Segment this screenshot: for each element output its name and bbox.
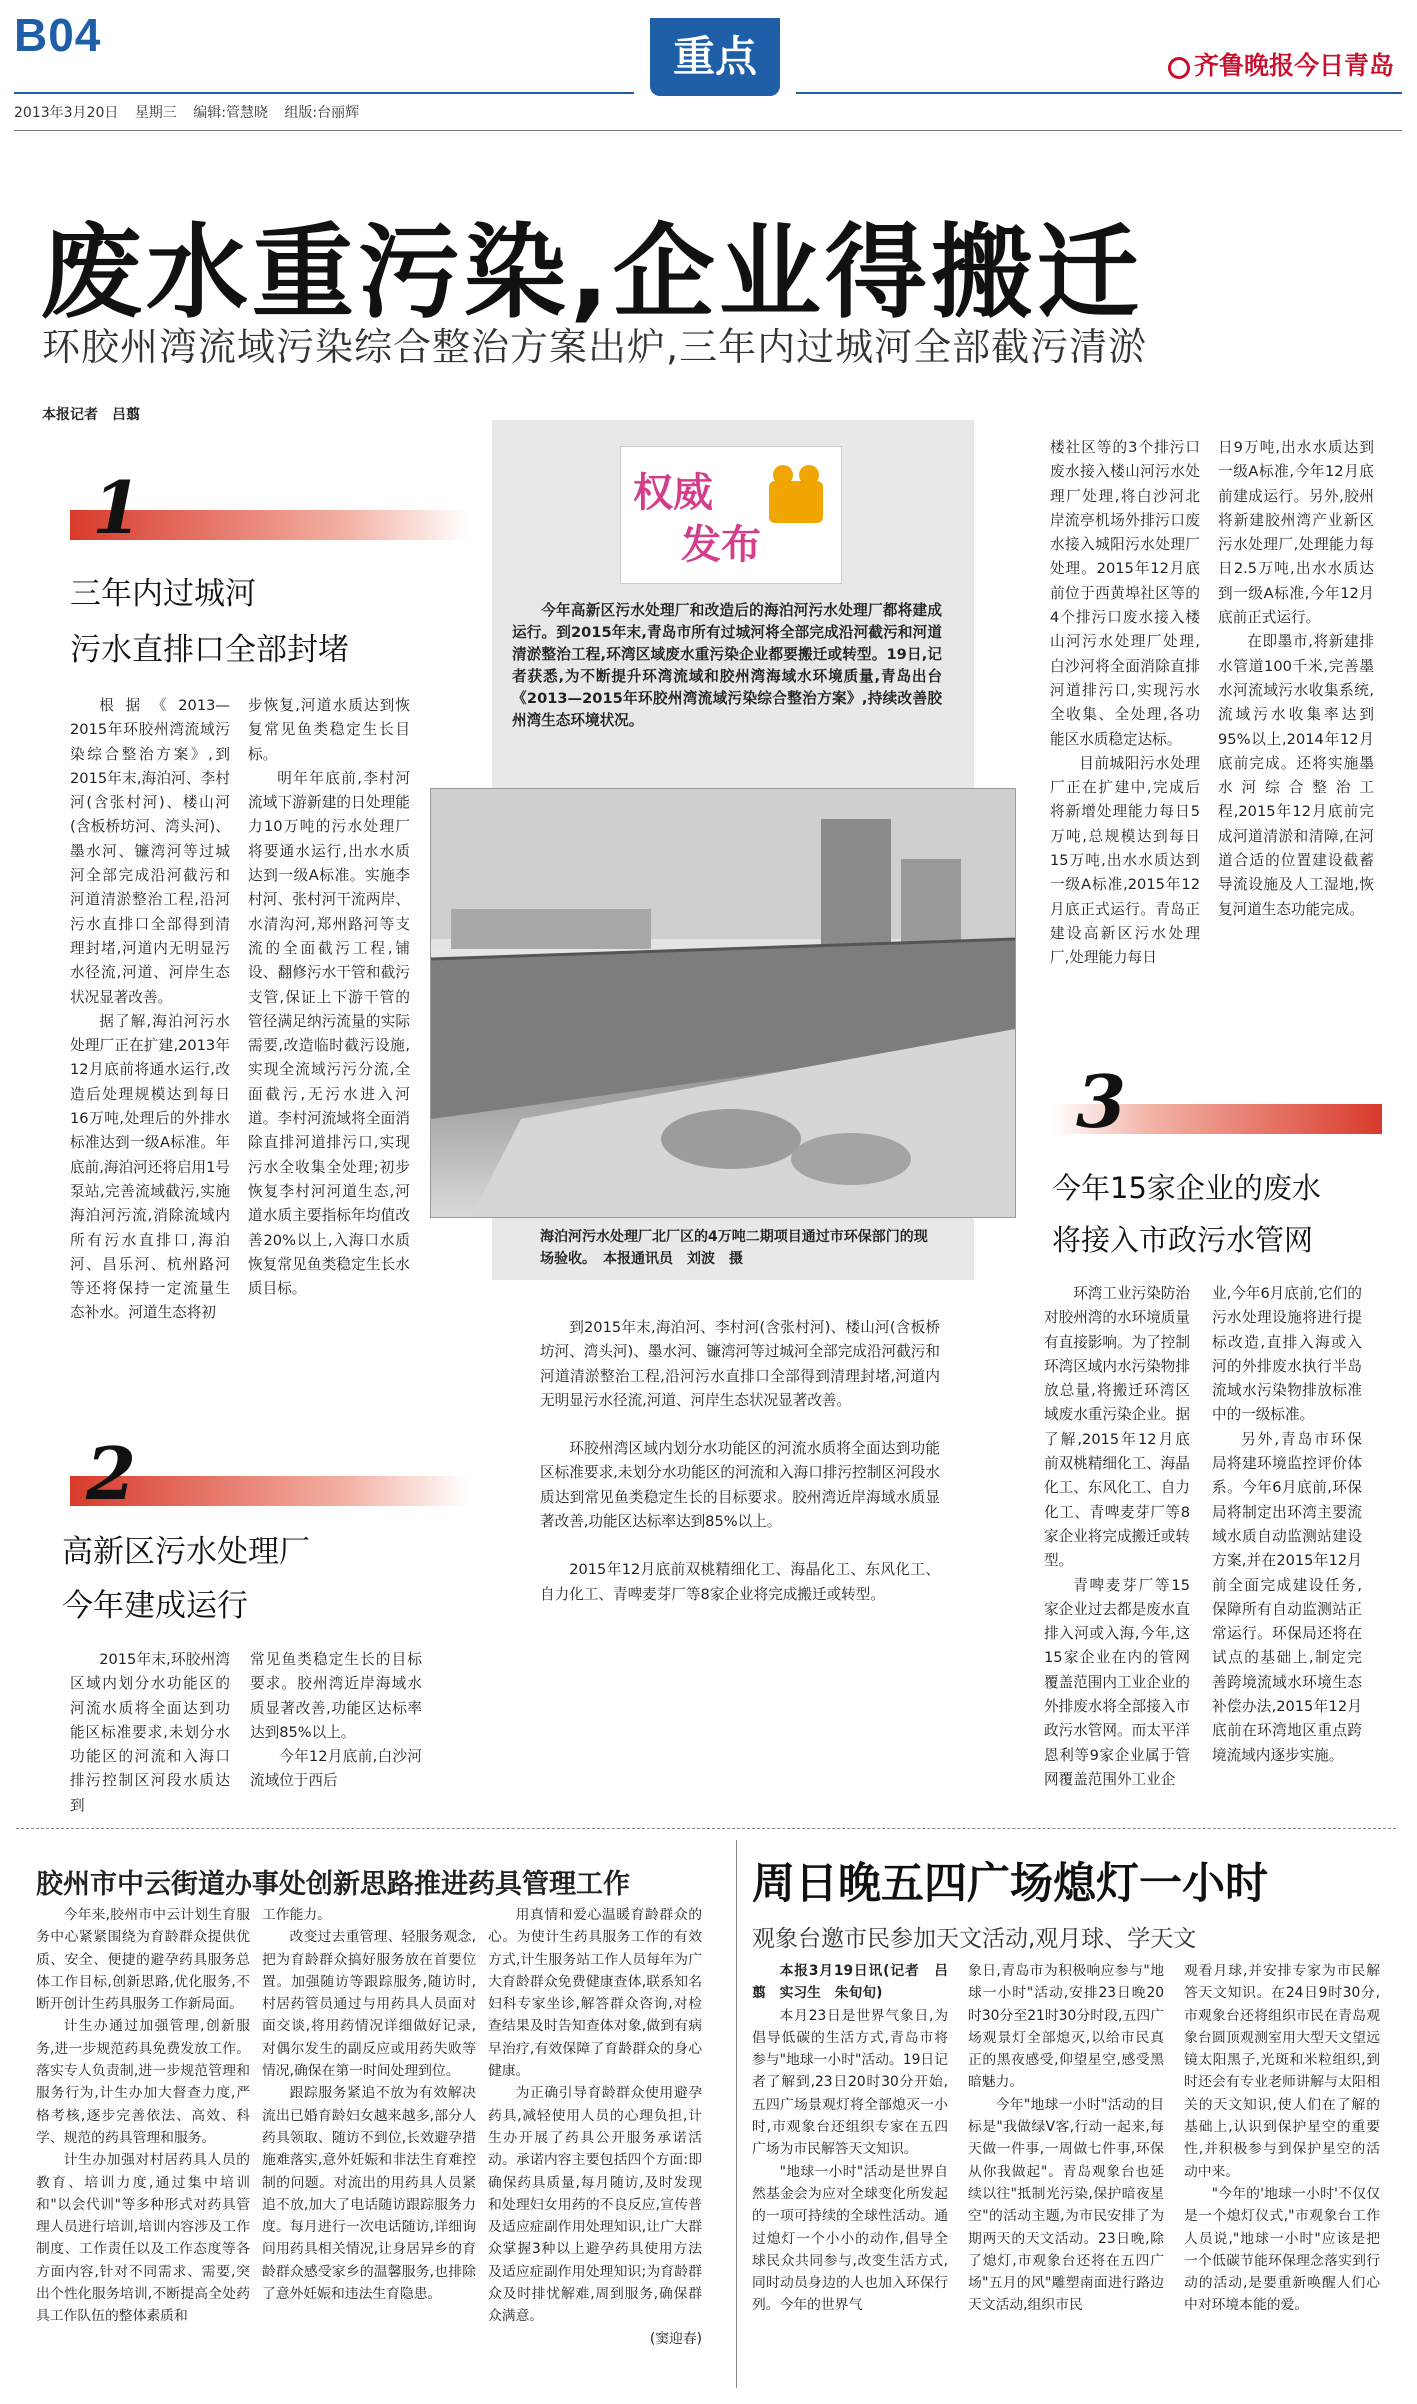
section2-title-line2: 今年建成运行 — [62, 1588, 248, 1624]
section1-number: 1 — [92, 465, 143, 550]
bottom-column-divider — [736, 1840, 737, 2388]
logo-text-line2: 发布 — [681, 522, 761, 568]
header-rule-left — [14, 92, 634, 94]
film-camera-icon — [769, 481, 823, 523]
section2-para-2: 常见鱼类稳定生长的目标要求。胶州湾近岸海域水质显著改善,功能区达标率达到85%以上。 — [250, 1651, 422, 1741]
issue-weekday: 星期三 — [134, 105, 177, 121]
center-body — [540, 1316, 940, 1607]
bottom-left-col-b — [262, 1904, 476, 2305]
logo-text-line1: 权威 — [633, 470, 713, 516]
page-code: B04 — [14, 9, 102, 61]
right-para-2: 目前城阳污水处理厂正在扩建中,完成后将新增处理能力每日5万吨,总规模达到每日15万吨,出水水质达到一级A标准,2015年12月底正式运行。青岛正建设高新区污水处理厂,处理能力每日 — [1050, 754, 1200, 967]
photo-building — [901, 859, 961, 949]
section3-para-3: 业,今年6月底前,它们的污水处理设施将进行提标改造,直排入海或入河的外排废水执行半岛流域水污染物排放标准中的一级标准。 — [1212, 1285, 1362, 1424]
right-para-3: 日9万吨,出水水质达到一级A标准,今年12月底前建成运行。另外,胶州将新建胶州湾产业新区污水处理厂,处理能力每日2.5万吨,出水水质达到一级A标准,今年12月底前正式运行。 — [1218, 439, 1374, 627]
section3-para-4: 另外,青岛市环保局将建环境监控评价体系。今年6月底前,环保局将制定出环湾主要流域水质自动监测站建设方案,并在2015年12月前全面完成建设任务,保障所有自动监测站正常运行。环保局还将在试点的基础上,制定完善跨境流域水环境生态补偿办法,2015年12月底前在环湾地区重点跨境流域内逐步实施。 — [1212, 1430, 1362, 1764]
top-frame-rule — [14, 130, 1402, 131]
section2-para-3: 今年12月底前,白沙河流域位于西后 — [250, 1748, 422, 1790]
photo-illustration — [431, 789, 1015, 1217]
center-para-3: 2015年12月底前双桃精细化工、海晶化工、东风化工、自力化工、青啤麦芽厂等8家企业将完成搬迁或转型。 — [540, 1561, 940, 1603]
section1-para-2: 据了解,海泊河污水处理厂正在扩建,2013年12月底前将通水运行,改造后处理规模达到每日16万吨,处理后的外排水标准达到一级A标准。年底前,海泊河还将启用1号泵站,完善流域截污,实施海泊河污流,消除流域内所有污水直排口,海泊河、昌乐河、杭州路河等还将保持一定流量生态补水。河道生态将初 — [70, 1012, 230, 1322]
right-para-1: 楼社区等的3个排污口废水接入楼山河污水处理厂处理,将白沙河北岸流亭机场外排污口废水接入城阳污水处理厂处理。2015年12月底前位于西黄埠社区等的4个排污口废水接入楼山河污水处理厂处理,白沙河将全面消除直排河道排污口,实现污水全收集、全处理,各功能区水质稳定达标。 — [1050, 439, 1200, 748]
section3-number: 3 — [1076, 1059, 1127, 1144]
bottom-left-title: 胶州市中云街道办事处创新思路推进药具管理工作 — [36, 1869, 630, 1900]
section1-col-a — [70, 694, 230, 1326]
section2-para-1: 2015年末,环胶州湾区域内划分水功能区的河流水质将全面达到功能区标准要求,未划分水功能区的河流和入海口排污控制区河段水质达到 — [70, 1651, 230, 1814]
bottom-left-col-c — [488, 1904, 702, 2350]
section2-title-line1: 高新区污水处理厂 — [62, 1534, 310, 1570]
center-lede-text: 今年高新区污水处理厂和改造后的海泊河污水处理厂都将建成运行。到2015年末,青岛市所有过城河将全部完成沿河截污和河道清淤整治工程,环湾区域废水重污染企业都要搬迁或转型。19日,记者获悉,为不断提升环湾流域和胶州湾海域水环境质量,青岛出台《2013—2015年环胶州湾流域污染综合整治方案》,持续改善胶州湾生态环境状况。 — [512, 602, 942, 729]
br-para-4: 今年"地球一小时"活动的目标是"我做绿V客,行动一起来,每天做一件事,一周做七件事,环保从你我做起"。青岛观象台也延续以往"抵制光污染,保护暗夜星空"的活动主题,为市民安排了为期两天的天文活动。23日晚,除了熄灯,市观象台还将在五四广场"五月的风"雕塑南面进行路边天文活动,组织市民 — [968, 2096, 1164, 2314]
right-para-4: 在即墨市,将新建排水管道100千米,完善墨水河流域污水收集系统,流域污水收集率达到95%以上,2014年12月底前完成。还将实施墨水河综合整治工程,2015年12月底前完成河道清淤和清障,在河道合适的位置建设截蓄导流设施及人工湿地,恢复河道生态功能完成。 — [1218, 633, 1374, 918]
br-para-2: "地球一小时"活动是世界自然基金会为应对全球变化所发起的一项可持续的全球性活动。通过熄灯一个小小的动作,倡导全球民众共同参与,改变生活方式,同时动员身边的人也加入环保行列。今年的世界气 — [752, 2163, 948, 2314]
issue-date: 2013年3月20日 — [14, 105, 119, 121]
section3-title-line1: 今年15家企业的废水 — [1052, 1171, 1321, 1205]
br-para-3: 象日,青岛市为积极响应参与"地球一小时"活动,安排23日晚20时30分至21时30分时段,五四广场观景灯全部熄灭,以给市民真正的黑夜感受,仰望星空,感受黑暗魅力。 — [968, 1963, 1164, 2091]
section2-number: 2 — [86, 1431, 137, 1516]
photo-tower — [821, 819, 891, 949]
section-tab: 重点 — [650, 18, 780, 96]
bottom-right-col-c — [1184, 1960, 1380, 2317]
bl-para-7: 用真情和爱心温暖育龄群众的心。为使计生药具服务工作的有效方式,计生服务站工作人员每年为广大育龄群众免费健康查体,联系知名妇科专家坐诊,解答群众咨询,对检查结果及时告知查体对象,做到有病早治疗,有效保障了育龄群众的身心健康。 — [488, 1907, 702, 2080]
br-para-1: 本月23日是世界气象日,为倡导低碳的生活方式,青岛市将参与"地球一小时"活动。19日记者了解到,23日20时30分开始,五四广场景观灯将全部熄灭一小时,市观象台还组织专家在五四广场为市民解答天文知识。 — [752, 2007, 948, 2158]
section1-title-line2: 污水直排口全部封堵 — [70, 632, 349, 668]
bl-para-1: 今年来,胶州市中云计划生育服务中心紧紧围绕为育龄群众提供优质、安全、便捷的避孕药具服务总体工作目标,创新思路,优化服务,不断开创计生药具服务工作新局面。 — [36, 1907, 250, 2013]
section3-para-1: 环湾工业污染防治对胶州湾的水环境质量有直接影响。为了控制环湾区域内水污染物排放总量,将搬迁环湾区域废水重污染企业。据了解,2015年12月底前双桃精细化工、海晶化工、东风化工、自力化工、青啤麦芽厂等8家企业将完成搬迁或转型。 — [1044, 1285, 1190, 1570]
bl-signature: (窦迎春) — [649, 2330, 702, 2347]
bottom-right-col-a — [752, 1960, 948, 2317]
right-col-a — [1050, 436, 1200, 971]
photo-skyline — [451, 909, 651, 949]
bottom-right-title: 周日晚五四广场熄灯一小时 — [752, 1859, 1268, 1909]
main-subheadline: 环胶州湾流域污染综合整治方案出炉,三年内过城河全部截污清淤 — [42, 325, 1148, 369]
authority-release-logo — [620, 446, 842, 584]
header-rule-right — [796, 92, 1402, 94]
bl-para-3: 计生办加强对村居药具人员的教育、培训力度,通过集中培训和"以会代训"等多种形式对药具管理人员进行培训,培训内容涉及工作制度、工作责任以及工作态度等各方面内容,针对不同需求、需要,突出个性化服务培训,不断提高全处药具工作队伍的整体素质和 — [36, 2152, 250, 2325]
section3-para-2: 青啤麦芽厂等15家企业过去都是废水直排入河或入海,今年,这15家企业在内的管网覆盖范围内工业企业的外排废水将全部接入市政污水管网。而太平洋恩利等9家企业属于管网覆盖范围外工业企 — [1044, 1576, 1190, 1788]
section3-col-a — [1044, 1282, 1190, 1792]
paper-logo — [1168, 46, 1394, 82]
br-para-6: "今年的'地球一小时'不仅仅是一个熄灯仪式,"市观象台工作人员说,"地球一小时"应该是把一个低碳节能环保理念落实到行动的活动,是要重新唤醒人们心中对环境本能的爱。 — [1184, 2185, 1380, 2314]
photo-aeration — [661, 1109, 801, 1169]
section2-col-b — [250, 1648, 422, 1794]
photo-aeration — [791, 1133, 911, 1185]
center-para-1: 到2015年末,海泊河、李村河(含张村河)、楼山河(含板桥坊河、湾头河)、墨水河、镰湾河等过城河全部完成沿河截污和河道清淤整治工程,沿河污水直排口全部得到清理封堵,河道内无明显污水径流,河道、河岸生态状况显著改善。 — [540, 1319, 940, 1409]
center-lede — [512, 600, 942, 732]
right-col-b — [1218, 436, 1374, 922]
br-byline: 本报3月19日讯(记者 吕翦 实习生 朱旬旬) — [752, 1963, 948, 2002]
bottom-divider — [16, 1828, 1396, 1829]
section1-para-1: 根据《2013—2015年环胶州湾流域污染综合整治方案》,到2015年末,海泊河、李村河(含张村河)、楼山河(含板桥坊河、湾头河)、墨水河、镰湾河等过城河全部完成沿河截污和河道清淤整治工程,沿河污水直排口全部得到清理封堵,河道内无明显污水径流,河道、河岸生态状况显著改善。 — [70, 697, 230, 1006]
sun-icon — [1168, 57, 1190, 79]
main-headline: 废水重污染,企业得搬迁 — [40, 214, 1143, 333]
header-meta — [14, 102, 371, 122]
bl-para-2: 计生办通过加强管理,创新服务,进一步规范药具免费发放工作。落实专人负责制,进一步规范管理和服务行为,计生办加大督查力度,严格考核,逐步完善依法、高效、科学、规范的药具管理和服务。 — [36, 2018, 250, 2146]
main-byline: 本报记者 吕翦 — [42, 407, 140, 423]
bottom-left-col-a — [36, 1904, 250, 2328]
layout-credit: 组版:台丽辉 — [284, 105, 360, 121]
br-para-5: 观看月球,并安排专家为市民解答天文知识。在24日9时30分,市观象台还将组织市民在青岛观象台圆顶观测室用大型天文望远镜太阳黑子,光斑和米粒组织,到时还会有专业老师讲解与太阳相关的天文知识,使人们在了解的基础上,认识到保护星空的重要性,并积极参与到保护星空的活动中来。 — [1184, 1963, 1380, 2180]
section1-col-b — [248, 694, 410, 1301]
bl-para-4: 工作能力。 — [262, 1907, 331, 1923]
treatment-plant-photo — [430, 788, 1016, 1218]
section1-para-4: 明年年底前,李村河流域下游新建的日处理能力10万吨的污水处理厂将要通水运行,出水水质达到一级A标准。实施李村河、张村河干流两岸、水清沟河,郑州路河等支流的全面截污工程,铺设、翻修污水干管和截污支管,保证上下游干管的管径满足纳污流量的实际需要,改造临时截污设施,实现全流域污污分流,全面截污,无污水进入河道。李村河流域将全面消除直排河道排污口,实现污水全收集全处理;初步恢复李村河河道生态,河道水质主要指标年均值改善20%以上,入海口水质恢复常见鱼类稳定生长水质目标。 — [248, 769, 410, 1298]
section2-col-a — [70, 1648, 230, 1818]
bl-para-5: 改变过去重管理、轻服务观念,把为育龄群众搞好服务放在首要位置。加强随访等跟踪服务,随访时,村居药管员通过与用药具人员面对面交谈,将用药情况详细做好记录,对偶尔发生的副反应或用药失败等情况,确保在第一时间处理到位。 — [262, 1929, 476, 2080]
editor-credit: 编辑:管慧晓 — [193, 105, 268, 121]
bl-para-6: 跟踪服务紧追不放为有效解决流出已婚育龄妇女越来越多,部分人药具领取、随访不到位,长效避孕措施难落实,意外妊娠和非法生育难控制的问题。对流出的用药具人员紧追不放,加大了电话随访跟踪服务力度。每月进行一次电话随访,详细询问用药具相关情况,让身居异乡的育龄群众感受家乡的温馨服务,也排除了意外妊娠和违法生育隐患。 — [262, 2085, 476, 2303]
bl-para-8: 为正确引导育龄群众使用避孕药具,减轻使用人员的心理负担,计生办开展了药具公开服务承诺活动。承诺内容主要包括四个方面:即确保药具质量,每月随访,及时发现和处理妇女用药的不良反应,宣传普及适应症副作用处理知识,让广大群众掌握3种以上避孕药具使用方法及适应症副作用处理知识;为育龄群众及时排忧解难,周到服务,确保群众满意。 — [488, 2085, 702, 2325]
section3-title-line2: 将接入市政污水管网 — [1052, 1223, 1314, 1257]
section3-col-b — [1212, 1282, 1362, 1768]
bottom-right-subtitle: 观象台邀市民参加天文活动,观月球、学天文 — [752, 1926, 1197, 1952]
paper-name: 齐鲁晚报今日青岛 — [1194, 51, 1395, 80]
bottom-right-col-b — [968, 1960, 1164, 2317]
photo-caption: 海泊河污水处理厂北厂区的4万吨二期项目通过市环保部门的现场验收。 本报通讯员 刘波 摄 — [540, 1229, 928, 1267]
section1-para-3: 步恢复,河道水质达到恢复常见鱼类稳定生长目标。 — [248, 697, 410, 763]
center-para-2: 环胶州湾区域内划分水功能区的河流水质将全面达到功能区标准要求,未划分水功能区的河流和入海口排污控制区河段水质达到常见鱼类稳定生长的目标要求。胶州湾近岸海域水质显著改善,功能区达标率达到85%以上。 — [540, 1440, 940, 1531]
section1-title-line1: 三年内过城河 — [70, 576, 256, 612]
